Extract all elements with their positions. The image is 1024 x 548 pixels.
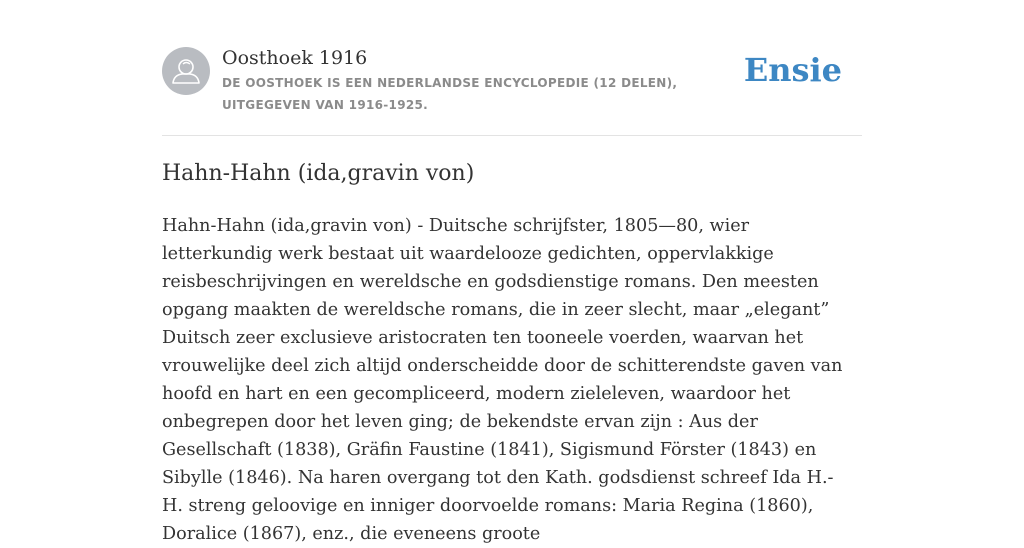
avatar[interactable]	[162, 47, 210, 95]
source-description: DE OOSTHOEK IS EEN NEDERLANDSE ENCYCLOPEDIE (12 DELEN), UITGEGEVEN VAN 1916-1925.	[222, 76, 678, 112]
page-title: Hahn-Hahn (ida,gravin von)	[162, 161, 475, 186]
divider	[162, 135, 862, 136]
user-icon	[162, 47, 210, 95]
source-header	[162, 46, 862, 116]
source-name[interactable]: Oosthoek 1916	[222, 47, 368, 69]
article-body: Hahn-Hahn (ida,gravin von) - Duitsche schrijfster, 1805—80, wier letterkundig werk bestaat uit waardelooze gedichten, oppervlakkige reisbeschrijvingen en wereldsche en godsdienstige romans. Den meesten opgang maakten de wereldsche romans, die in zeer slecht, maar „elegant” Duitsch zeer exclusieve aristocraten ten tooneele voerden, waarvan het vrouwelijke deel zich altijd onderscheidde door de schitterendste gaven van hoofd en hart en een gecompliceerd, modern zieleleven, waardoor het onbegrepen door het leven ging; de bekendste ervan zijn : Aus der Gesellschaft (1838), Gräfin Faustine (1841), Sigismund Förster (1843) en Sibylle (1846). Na haren overgang tot den Kath. godsdienst schreef Ida H.-H. streng geloovige en inniger doorvoelde romans: Maria Regina (1860), Doralice (1867), enz., die eveneens groote	[162, 216, 843, 544]
ensie-logo[interactable]: Ensie	[743, 51, 842, 89]
